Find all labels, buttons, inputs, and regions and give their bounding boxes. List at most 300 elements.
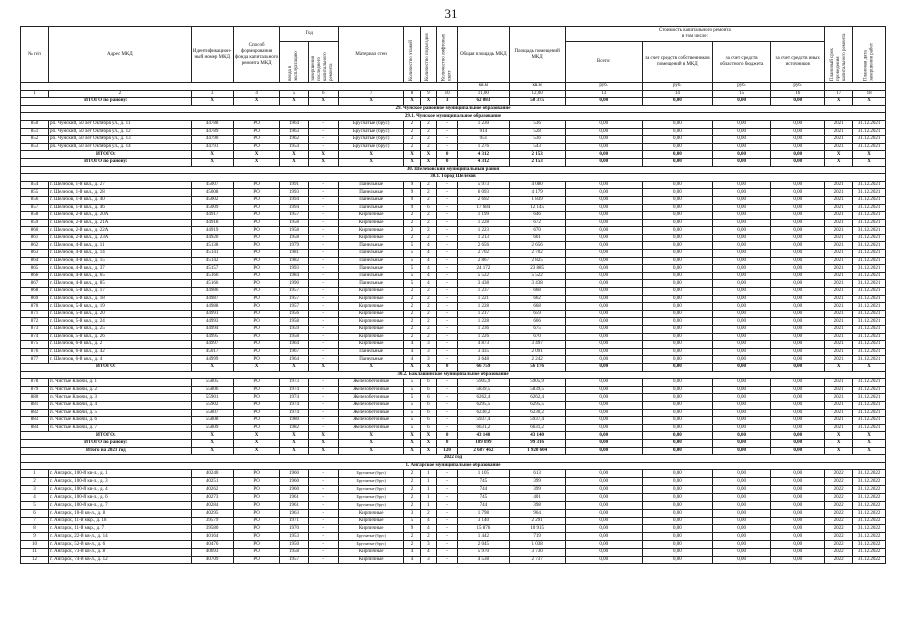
table-cell: -	[437, 128, 458, 136]
table-cell: 0,00	[771, 234, 825, 242]
table-cell: 874	[21, 333, 49, 341]
table-cell: 4 538	[458, 556, 509, 564]
summary-cell: 0,00	[642, 439, 712, 447]
table-cell: 2	[420, 303, 436, 311]
table-row	[21, 541, 886, 549]
table-cell: 867	[21, 280, 49, 288]
table-cell: 5839,5	[458, 386, 509, 394]
table-cell: 2022	[825, 525, 853, 533]
table-cell: РО	[233, 295, 280, 303]
table-cell: РО	[233, 486, 280, 494]
table-cell: 31.12.2021	[853, 128, 886, 136]
section-title: 1. Ангарское муниципальное образование	[21, 462, 886, 470]
table-cell: -	[437, 196, 458, 204]
summary-cell: 0,00	[642, 363, 712, 371]
table-cell: 0,00	[565, 219, 642, 227]
table-cell: 45008	[191, 189, 233, 197]
col-total-area-header: Общая площадь МКД	[458, 27, 509, 83]
summary-cell: 1 920 604	[509, 447, 565, 455]
table-cell: -	[308, 189, 338, 197]
table-cell: 31.12.2022	[853, 517, 886, 525]
table-cell: 2022	[825, 510, 853, 518]
table-cell: 0,00	[712, 401, 770, 409]
table-cell: 2	[404, 288, 420, 296]
table-cell: 0,00	[565, 394, 642, 402]
table-cell: 44788	[191, 120, 233, 128]
table-cell: 0,00	[771, 478, 825, 486]
table-cell: 2021	[825, 280, 853, 288]
index-cell: 17	[825, 90, 853, 98]
table-cell: РО	[233, 494, 280, 502]
table-cell: 0,00	[712, 128, 770, 136]
table-cell: 5	[404, 242, 420, 250]
table-cell: Кирпичные	[338, 303, 403, 311]
table-cell: 31.12.2021	[853, 356, 886, 364]
summary-cell: 0,00	[565, 447, 642, 455]
table-cell: 3 730	[509, 549, 565, 557]
table-cell: 0,00	[771, 120, 825, 128]
summary-cell: X	[420, 439, 436, 447]
table-row	[21, 356, 886, 364]
summary-cell: X	[825, 447, 853, 455]
table-cell: 857	[21, 204, 49, 212]
table-cell: 0,00	[771, 189, 825, 197]
table-cell: -	[308, 533, 338, 541]
table-cell: 3 648	[458, 356, 509, 364]
table-cell: 31.12.2021	[853, 212, 886, 220]
index-cell: 12,00	[509, 90, 565, 98]
summary-cell: X	[825, 98, 853, 106]
table-cell: 3	[404, 510, 420, 518]
address-cell: г. Ангарск, 10-й кв-л., д. 8	[49, 510, 192, 518]
table-cell: -	[437, 143, 458, 151]
table-cell: 1957	[280, 295, 308, 303]
table-cell: 0,00	[771, 486, 825, 494]
table-cell: 40693	[191, 549, 233, 557]
table-cell: 0,00	[771, 128, 825, 136]
table-cell: 5	[404, 517, 420, 525]
table-cell: -	[437, 379, 458, 387]
table-cell: 5937,4	[458, 417, 509, 425]
table-row	[21, 234, 886, 242]
table-cell: 5	[404, 386, 420, 394]
table-cell: 856	[21, 196, 49, 204]
table-cell: 0,00	[642, 502, 712, 510]
table-cell: 0,00	[642, 556, 712, 564]
table-cell: 31.12.2021	[853, 417, 886, 425]
table-cell: -	[308, 120, 338, 128]
table-cell: 666	[509, 318, 565, 326]
summary-cell: X	[404, 432, 420, 440]
table-cell: 0,00	[771, 494, 825, 502]
table-cell: 0,00	[771, 288, 825, 296]
table-cell: 0,00	[565, 333, 642, 341]
table-cell: Панельные	[338, 196, 403, 204]
summary-cell: 0,00	[565, 363, 642, 371]
table-cell: 2 091	[509, 348, 565, 356]
table-cell: 0,00	[565, 525, 642, 533]
table-cell: -	[308, 143, 338, 151]
table-cell: 0,00	[712, 348, 770, 356]
unit-cost-owners: руб.	[642, 83, 712, 91]
table-cell: 1970	[280, 525, 308, 533]
table-cell: 0,00	[565, 280, 642, 288]
table-cell: 1960	[280, 470, 308, 478]
table-cell: 0,00	[771, 525, 825, 533]
col-method-header: Способ формирования фонда капитального ремонта МКД	[233, 27, 280, 83]
table-cell: 31.12.2022	[853, 494, 886, 502]
summary-cell: 0	[437, 439, 458, 447]
table-cell: 2	[404, 486, 420, 494]
table-cell: 2021	[825, 417, 853, 425]
summary-cell: X	[404, 439, 420, 447]
table-cell: Панельные	[338, 242, 403, 250]
table-cell: 0,00	[712, 181, 770, 189]
table-cell: 31.12.2021	[853, 265, 886, 273]
table-cell: 1960	[280, 478, 308, 486]
table-cell: -	[308, 348, 338, 356]
summary-cell: 0	[437, 151, 458, 159]
table-cell: 1 276	[458, 143, 509, 151]
table-cell: 2021	[825, 303, 853, 311]
table-cell: 2	[420, 219, 436, 227]
table-cell: 1963	[280, 128, 308, 136]
table-cell: 0,00	[565, 424, 642, 432]
index-cell: 16	[771, 90, 825, 98]
table-cell: 2	[404, 136, 420, 144]
table-cell: 2022	[825, 494, 853, 502]
table-cell: 0,00	[642, 533, 712, 541]
index-cell: 10	[437, 90, 458, 98]
table-cell: 0,00	[712, 242, 770, 250]
table-cell: Панельные	[338, 257, 403, 265]
table-cell: 1958	[280, 219, 308, 227]
table-cell: 4	[404, 556, 420, 564]
table-cell: -	[308, 470, 338, 478]
table-cell: 44994	[191, 326, 233, 334]
table-row	[21, 341, 886, 349]
table-cell: 1964	[280, 120, 308, 128]
table-cell: 1	[420, 478, 436, 486]
table-row	[21, 242, 886, 250]
table-cell: 40240	[191, 470, 233, 478]
table-cell: 44790	[191, 136, 233, 144]
table-row	[21, 189, 886, 197]
address-cell: г. Ангарск, 11-й мкр., д. 18	[49, 517, 192, 525]
table-cell: -	[308, 128, 338, 136]
address-cell: г. Шелехов, 5-й квл., д. 25	[49, 326, 192, 334]
table-cell: 2	[420, 326, 436, 334]
table-row	[21, 502, 886, 510]
table-cell: -	[437, 333, 458, 341]
summary-cell: 0,00	[642, 432, 712, 440]
summary-cell: X	[191, 439, 233, 447]
table-cell: -	[308, 356, 338, 364]
summary-cell: 0,00	[771, 98, 825, 106]
address-cell: рп. Чунский, 50 лет Октября ул., д. 13	[49, 136, 192, 144]
table-cell: Брусчатые (брус)	[338, 486, 403, 494]
table-cell: 2	[404, 212, 420, 220]
summary-cell: X	[308, 447, 338, 455]
table-cell: 883	[21, 417, 49, 425]
summary-cell: X	[338, 439, 403, 447]
table-cell: -	[437, 510, 458, 518]
address-cell: г. Шелехов, 2-й квл., д. 20А	[49, 212, 192, 220]
table-row	[21, 549, 886, 557]
summary-cell: X	[338, 151, 403, 159]
table-cell: 2022	[825, 470, 853, 478]
table-cell: -	[308, 242, 338, 250]
table-cell: 1954	[280, 143, 308, 151]
summary-cell: X	[308, 151, 338, 159]
table-cell: 1 228	[458, 318, 509, 326]
table-cell: 0,00	[771, 341, 825, 349]
col-cost-regional-header: за счет средств областного бюджета	[712, 42, 770, 83]
col-start-header: Плановый срок проведения капитального ремонта	[825, 27, 853, 83]
table-cell: Кирпичные	[338, 525, 403, 533]
table-cell: Панельные	[338, 348, 403, 356]
table-cell: 2	[420, 181, 436, 189]
table-cell: 0,00	[771, 136, 825, 144]
table-cell: РО	[233, 272, 280, 280]
table-cell: 0,00	[642, 196, 712, 204]
table-cell: 1958	[280, 333, 308, 341]
table-cell: Брусчатые (брус)	[338, 478, 403, 486]
table-cell: 0,00	[642, 517, 712, 525]
table-cell: 744	[458, 486, 509, 494]
table-cell: РО	[233, 280, 280, 288]
table-header	[21, 27, 886, 98]
table-cell: РО	[233, 549, 280, 557]
table-cell: -	[437, 486, 458, 494]
table-cell: 0,00	[642, 303, 712, 311]
table-cell: 40476	[191, 541, 233, 549]
table-cell: 2	[420, 120, 436, 128]
table-cell: 31.12.2021	[853, 204, 886, 212]
table-cell: 2	[404, 470, 420, 478]
address-cell: г. Ангарск, 11-й мкр., д. 7	[49, 525, 192, 533]
table-cell: РО	[233, 348, 280, 356]
table-cell: РО	[233, 510, 280, 518]
table-cell: 2021	[825, 136, 853, 144]
table-cell: -	[308, 310, 338, 318]
table-cell: 0,00	[771, 424, 825, 432]
table-cell: 4	[404, 348, 420, 356]
address-cell: г. Шелехов, 4-й квл., д. 15	[49, 257, 192, 265]
table-row	[21, 394, 886, 402]
table-cell: -	[308, 257, 338, 265]
table-cell: 0,00	[712, 204, 770, 212]
table-cell: -	[437, 541, 458, 549]
table-cell: 2 242	[509, 356, 565, 364]
table-cell: 0,00	[642, 257, 712, 265]
table-cell: 45141	[191, 250, 233, 258]
table-cell: 866	[21, 272, 49, 280]
table-cell: РО	[233, 181, 280, 189]
section-header-row	[21, 462, 886, 470]
summary-cell: X	[280, 439, 308, 447]
table-cell: 0,00	[712, 280, 770, 288]
table-cell: Панельные	[338, 204, 403, 212]
summary-cell: 0,00	[565, 439, 642, 447]
address-cell: г. Шелехов, 2-й квл., д. 21А	[49, 219, 192, 227]
table-cell: 0,00	[712, 227, 770, 235]
table-cell: 0,00	[565, 257, 642, 265]
table-cell: -	[437, 525, 458, 533]
table-cell: 0,00	[771, 181, 825, 189]
table-cell: РО	[233, 234, 280, 242]
table-cell: 1974	[280, 394, 308, 402]
section-title: 29. Чунское районное муниципальное образование	[21, 105, 886, 113]
table-cell: 0,00	[712, 502, 770, 510]
table-cell: 2021	[825, 409, 853, 417]
summary-cell: X	[191, 447, 233, 455]
address-cell: п. Чистые Ключи, д. 4	[49, 401, 192, 409]
table-cell: 0,00	[642, 250, 712, 258]
table-cell: РО	[233, 250, 280, 258]
table-cell: РО	[233, 470, 280, 478]
table-cell: 1 839	[509, 196, 565, 204]
table-cell: 0,00	[642, 219, 712, 227]
table-cell: -	[308, 541, 338, 549]
table-cell: 3	[420, 341, 436, 349]
table-cell: 5	[404, 417, 420, 425]
table-cell: 24 172	[458, 265, 509, 273]
col-premises-area-header: Площадь помещений МКД	[509, 27, 565, 83]
table-cell: 2	[404, 303, 420, 311]
summary-label: ИТОГО по району:	[21, 158, 192, 166]
table-cell: 31.12.2021	[853, 379, 886, 387]
table-cell: 31.12.2021	[853, 234, 886, 242]
unit-total-area: кв.м	[458, 83, 509, 91]
table-cell: 0,00	[642, 288, 712, 296]
table-cell: 31.12.2022	[853, 541, 886, 549]
summary-cell: X	[420, 432, 436, 440]
summary-cell: X	[404, 158, 420, 166]
table-cell: -	[308, 326, 338, 334]
table-cell: 0,00	[642, 348, 712, 356]
summary-label: ИТОГО:	[21, 363, 192, 371]
summary-cell: X	[233, 447, 280, 455]
table-cell: 2021	[825, 257, 853, 265]
table-cell: 0,00	[712, 549, 770, 557]
table-cell: 6	[420, 401, 436, 409]
summary-cell: 2 153	[509, 151, 565, 159]
index-cell: 11,00	[458, 90, 509, 98]
table-cell: 0,00	[565, 272, 642, 280]
table-row	[21, 204, 886, 212]
table-cell: 0,00	[642, 310, 712, 318]
summary-cell: 0,00	[642, 447, 712, 455]
table-cell: 55806	[191, 386, 233, 394]
table-cell: РО	[233, 478, 280, 486]
table-cell: 6262,4	[509, 394, 565, 402]
table-cell: 31.12.2021	[853, 143, 886, 151]
table-cell: 0,00	[565, 288, 642, 296]
table-cell: РО	[233, 212, 280, 220]
table-cell: 31.12.2022	[853, 510, 886, 518]
table-cell: -	[308, 303, 338, 311]
table-cell: 2	[404, 333, 420, 341]
table-cell: 2	[404, 120, 420, 128]
table-cell: 0,00	[712, 386, 770, 394]
table-cell: 6262,4	[458, 394, 509, 402]
table-cell: 659	[509, 310, 565, 318]
table-row	[21, 219, 886, 227]
table-cell: -	[308, 417, 338, 425]
table-cell: 31.12.2021	[853, 348, 886, 356]
summary-cell: X	[280, 98, 308, 106]
table-cell: 2	[404, 326, 420, 334]
table-cell: 1 221	[458, 295, 509, 303]
table-cell: 0,00	[771, 196, 825, 204]
table-cell: 0,00	[771, 348, 825, 356]
summary-cell: X	[404, 98, 420, 106]
table-cell: 0,00	[565, 386, 642, 394]
table-cell: 44991	[191, 310, 233, 318]
table-cell: -	[308, 341, 338, 349]
table-cell: 31.12.2021	[853, 310, 886, 318]
table-cell: 0,00	[771, 394, 825, 402]
table-row	[21, 348, 886, 356]
table-cell: -	[437, 348, 458, 356]
table-cell: 1982	[280, 424, 308, 432]
table-cell: РО	[233, 318, 280, 326]
table-body	[21, 98, 886, 564]
table-row	[21, 326, 886, 334]
address-cell: г. Шелехов, 4-й квл., д. 11	[49, 242, 192, 250]
table-cell: 1 228	[458, 219, 509, 227]
table-cell: 44999	[191, 356, 233, 364]
summary-label: ИТОГО:	[21, 151, 192, 159]
table-cell: 0,00	[642, 356, 712, 364]
table-cell: 31.12.2021	[853, 219, 886, 227]
table-cell: 45017	[191, 348, 233, 356]
table-cell: 1 798	[458, 510, 509, 518]
table-cell: РО	[233, 303, 280, 311]
table-cell: РО	[233, 196, 280, 204]
table-cell: 536	[509, 136, 565, 144]
table-cell: 661	[509, 234, 565, 242]
table-cell: 31.12.2022	[853, 470, 886, 478]
table-row	[21, 556, 886, 564]
address-cell: г. Шелехов, 4-й квл., д. 37	[49, 265, 192, 273]
table-cell: 0,00	[712, 295, 770, 303]
table-cell: 0,00	[565, 502, 642, 510]
summary-cell: 0,00	[565, 432, 642, 440]
table-cell: 31.12.2021	[853, 136, 886, 144]
table-cell: 1973	[280, 379, 308, 387]
summary-cell: X	[825, 363, 853, 371]
address-cell: г. Шелехов, 4-й квл., д. 14	[49, 250, 192, 258]
address-cell: г. Шелехов, 5-й квл., д. 20	[49, 310, 192, 318]
table-cell: 0,00	[712, 470, 770, 478]
table-cell: РО	[233, 310, 280, 318]
units-spacer-end	[825, 83, 886, 91]
table-cell: -	[437, 295, 458, 303]
table-cell: 862	[21, 242, 49, 250]
summary-cell: X	[853, 447, 886, 455]
table-cell: 5	[404, 265, 420, 273]
table-cell: 0,00	[642, 181, 712, 189]
table-cell: 5	[404, 280, 420, 288]
table-cell: Брусчатые (брус)	[338, 120, 403, 128]
summary-cell: 0,00	[771, 151, 825, 159]
table-cell: 398	[509, 502, 565, 510]
table-cell: 0,00	[565, 478, 642, 486]
table-cell: 31.12.2021	[853, 120, 886, 128]
table-cell: 6	[420, 379, 436, 387]
